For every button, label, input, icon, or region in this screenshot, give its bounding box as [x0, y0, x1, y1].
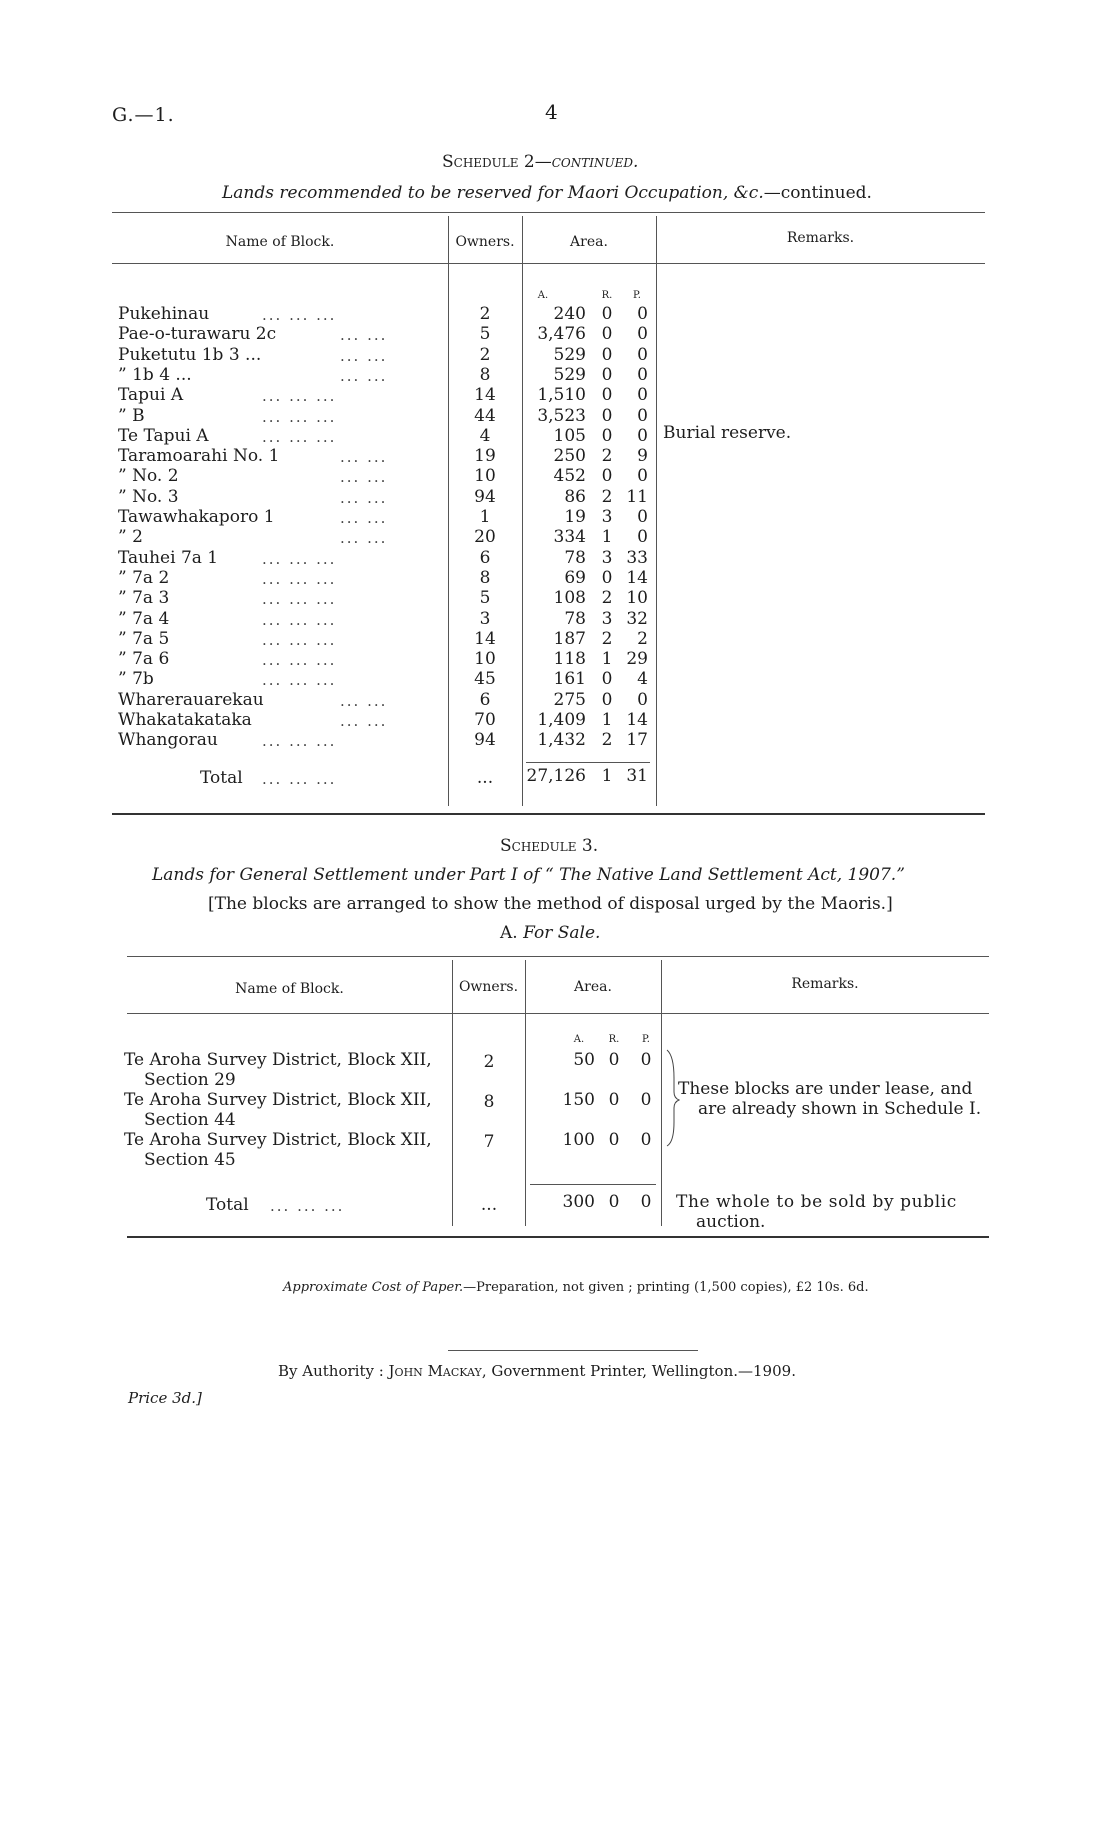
- area-roods: 0: [608, 1090, 620, 1110]
- area-perches: 0: [637, 507, 648, 527]
- owners-cell: 44: [474, 406, 496, 426]
- leader-dots: ... ... ...: [262, 671, 337, 689]
- leader-dots: ... ...: [340, 712, 388, 730]
- schedule2-title-caps: Schedule: [442, 152, 519, 172]
- area-perches: 0: [637, 385, 648, 405]
- authority-prefix: By Authority :: [278, 1362, 389, 1380]
- leader-dots: ... ... ...: [262, 590, 337, 608]
- schedule3-total-acres: 300: [562, 1192, 595, 1212]
- area-acres: 250: [553, 446, 586, 466]
- block-name: Wharerauarekau: [118, 690, 264, 710]
- area-perches: 2: [637, 629, 648, 649]
- area-acres: 187: [553, 629, 586, 649]
- leader-dots: ... ... ...: [262, 550, 337, 568]
- owners-cell: 6: [479, 690, 491, 710]
- block-name-line2: Section 44: [144, 1110, 236, 1130]
- area-acres: 275: [553, 690, 586, 710]
- schedule3-subtitle: Lands for General Settlement under Part I of “ The Native Land Settlement Act, 1907.”: [152, 865, 905, 885]
- schedule3-title-caps: Schedule: [500, 836, 577, 856]
- printer-authority: [278, 1362, 796, 1380]
- area-perches: 0: [637, 324, 648, 344]
- area-roods: 0: [601, 365, 613, 385]
- area-roods: 1: [601, 649, 613, 669]
- area-perches: 33: [626, 548, 648, 568]
- area-acres: 108: [553, 588, 586, 608]
- area-roods: 0: [601, 406, 613, 426]
- schedule2-title-rest: 2—: [518, 152, 552, 172]
- price: Price 3d.]: [128, 1389, 202, 1407]
- cost-note-italic: Approximate Cost of Paper.: [283, 1280, 464, 1295]
- block-name: Te Tapui A: [118, 426, 209, 446]
- area-perches: 0: [640, 1130, 652, 1150]
- block-name: ” No. 3: [118, 487, 179, 507]
- area-acres: 19: [564, 507, 586, 527]
- area-acres: 86: [564, 487, 586, 507]
- leader-dots: ... ... ...: [262, 611, 337, 629]
- schedule3-unit-roods: R.: [608, 1034, 620, 1045]
- schedule3-section: [500, 923, 600, 943]
- schedule2-total-acres: 27,126: [526, 766, 586, 786]
- schedule2-col-remarks: Remarks.: [786, 230, 855, 246]
- area-perches: 0: [640, 1090, 652, 1110]
- schedule2-subtitle-italic: Lands recommended to be reserved for Maori Occupation, &c.: [222, 183, 764, 203]
- block-name: ” 7a 6: [118, 649, 170, 669]
- area-perches: 11: [626, 487, 648, 507]
- owners-cell: 20: [474, 527, 496, 547]
- area-perches: 14: [626, 568, 648, 588]
- area-roods: 2: [601, 629, 613, 649]
- area-perches: 10: [626, 588, 648, 608]
- schedule2-title: [442, 152, 638, 172]
- leader-dots: ... ...: [340, 509, 388, 527]
- leader-dots: ... ... ...: [262, 306, 337, 324]
- area-acres: 3,476: [537, 324, 586, 344]
- schedule3-remark-line1: These blocks are under lease, and: [678, 1079, 973, 1099]
- block-name-line1: Te Aroha Survey District, Block XII,: [124, 1130, 432, 1150]
- leader-dots: ... ...: [340, 326, 388, 344]
- owners-cell: 45: [474, 669, 496, 689]
- area-perches: 0: [637, 690, 648, 710]
- area-roods: 3: [601, 507, 613, 527]
- area-perches: 0: [637, 466, 648, 486]
- schedule2-unit-roods: R.: [601, 290, 613, 301]
- schedule3-title: [500, 836, 598, 856]
- schedule3-note: [The blocks are arranged to show the method of disposal urged by the Maoris.]: [208, 894, 893, 914]
- area-acres: 240: [553, 304, 586, 324]
- block-name: Pukehinau: [118, 304, 210, 324]
- schedule3-unit-perches: P.: [642, 1034, 650, 1045]
- area-roods: 2: [601, 446, 613, 466]
- schedule2-title-italic: continued.: [551, 152, 639, 172]
- owners-cell: 94: [474, 487, 496, 507]
- schedule2-total-roods: 1: [601, 766, 613, 786]
- owners-cell: 5: [479, 324, 491, 344]
- schedule3-total-remark-line2: auction.: [696, 1212, 766, 1232]
- leader-dots: ... ... ...: [262, 570, 337, 588]
- schedule2-unit-perches: P.: [633, 290, 641, 301]
- area-acres: 529: [553, 345, 586, 365]
- schedule2-col-area: Area.: [570, 234, 608, 250]
- area-roods: 2: [601, 588, 613, 608]
- block-name-line2: Section 45: [144, 1150, 236, 1170]
- area-acres: 1,510: [537, 385, 586, 405]
- area-roods: 0: [608, 1130, 620, 1150]
- schedule3-remark-line2: are already shown in Schedule I.: [698, 1099, 982, 1119]
- block-name: ” 1b 4 ...: [118, 365, 192, 385]
- area-perches: 17: [626, 730, 648, 750]
- area-roods: 3: [601, 609, 613, 629]
- schedule3-unit-acres: A.: [573, 1034, 585, 1045]
- leader-dots: ... ...: [340, 529, 388, 547]
- owners-cell: 4: [479, 426, 491, 446]
- leader-dots: ... ...: [340, 367, 388, 385]
- block-name: Whakatakataka: [118, 710, 252, 730]
- area-roods: 2: [601, 487, 613, 507]
- block-name-line1: Te Aroha Survey District, Block XII,: [124, 1050, 432, 1070]
- owners-cell: 2: [479, 345, 491, 365]
- area-roods: 0: [608, 1050, 620, 1070]
- leader-dots: ... ...: [340, 692, 388, 710]
- area-perches: 32: [626, 609, 648, 629]
- authority-rest: , Government Printer, Wellington.—1909.: [481, 1362, 796, 1380]
- area-acres: 78: [564, 548, 586, 568]
- owners-cell: 14: [474, 629, 496, 649]
- area-acres: 3,523: [537, 406, 586, 426]
- schedule2-col-name: Name of Block.: [225, 234, 335, 250]
- area-perches: 0: [637, 426, 648, 446]
- area-roods: 0: [601, 324, 613, 344]
- area-perches: 29: [626, 649, 648, 669]
- area-perches: 14: [626, 710, 648, 730]
- area-roods: 0: [601, 426, 613, 446]
- area-roods: 3: [601, 548, 613, 568]
- area-acres: 150: [562, 1090, 595, 1110]
- schedule2-total-perches: 31: [626, 766, 648, 786]
- page-number: 4: [545, 100, 558, 124]
- owners-cell: 7: [483, 1132, 495, 1152]
- block-name: ” 7a 4: [118, 609, 170, 629]
- leader-dots: ... ... ...: [262, 428, 337, 446]
- schedule3-total-owners: ...: [480, 1195, 498, 1215]
- area-perches: 0: [637, 304, 648, 324]
- cost-note: [283, 1280, 869, 1295]
- block-name: ” 7b: [118, 669, 154, 689]
- area-perches: 0: [637, 406, 648, 426]
- block-name: Whangorau: [118, 730, 218, 750]
- leader-dots: ... ... ...: [262, 408, 337, 426]
- area-perches: 0: [637, 345, 648, 365]
- area-acres: 334: [553, 527, 586, 547]
- block-name: Pae-o-turawaru 2c: [118, 324, 277, 344]
- owners-cell: 10: [474, 466, 496, 486]
- owners-cell: 2: [483, 1052, 495, 1072]
- leader-dots: ... ... ...: [262, 732, 337, 750]
- schedule3-title-rest: 3.: [576, 836, 599, 856]
- area-acres: 161: [553, 669, 586, 689]
- owners-cell: 10: [474, 649, 496, 669]
- block-name: Tauhei 7a 1: [118, 548, 219, 568]
- owners-cell: 8: [479, 568, 491, 588]
- area-roods: 0: [601, 669, 613, 689]
- schedule3-total-roods: 0: [608, 1192, 620, 1212]
- block-name: Tapui A: [118, 385, 184, 405]
- schedule3-section-italic: For Sale.: [523, 923, 601, 943]
- leader-dots: ... ...: [340, 468, 388, 486]
- schedule3-col-area: Area.: [574, 979, 612, 995]
- leader-dots: ... ...: [340, 448, 388, 466]
- area-perches: 9: [637, 446, 648, 466]
- schedule3-total-dots: ... ... ...: [270, 1197, 345, 1215]
- leader-dots: ... ...: [340, 489, 388, 507]
- schedule3-total-perches: 0: [640, 1192, 652, 1212]
- owners-cell: 19: [474, 446, 496, 466]
- schedule3-col-remarks: Remarks.: [791, 976, 859, 992]
- area-acres: 118: [553, 649, 586, 669]
- schedule2-subtitle: [222, 183, 872, 203]
- authority-printer-name: John Mackay: [388, 1362, 482, 1380]
- area-perches: 0: [637, 365, 648, 385]
- owners-cell: 2: [479, 304, 491, 324]
- area-acres: 1,432: [537, 730, 586, 750]
- schedule3-section-letter: A.: [500, 923, 518, 943]
- owners-cell: 14: [474, 385, 496, 405]
- leader-dots: ... ... ...: [262, 387, 337, 405]
- area-roods: 0: [601, 690, 613, 710]
- schedule2-unit-acres: A.: [537, 290, 549, 301]
- leader-dots: ... ... ...: [262, 631, 337, 649]
- area-perches: 0: [640, 1050, 652, 1070]
- cost-note-rest: —Preparation, not given ; printing (1,500 copies), £2 10s. 6d.: [463, 1280, 869, 1295]
- schedule3-total-label: Total: [206, 1195, 249, 1215]
- schedule2-col-owners: Owners.: [455, 234, 515, 250]
- leader-dots: ... ...: [340, 347, 388, 365]
- area-roods: 2: [601, 730, 613, 750]
- block-name: ” B: [118, 406, 145, 426]
- area-perches: 0: [637, 527, 648, 547]
- leader-dots: ... ... ...: [262, 651, 337, 669]
- schedule2-total-owners: ...: [476, 768, 494, 788]
- block-name: Taramoarahi No. 1: [118, 446, 280, 466]
- area-roods: 0: [601, 568, 613, 588]
- schedule2-total-dots: ... ... ...: [262, 770, 337, 788]
- block-name: ” 2: [118, 527, 143, 547]
- area-roods: 0: [601, 466, 613, 486]
- area-acres: 1,409: [537, 710, 586, 730]
- schedule2-total-label: Total: [200, 768, 243, 788]
- area-roods: 0: [601, 385, 613, 405]
- block-name-line2: Section 29: [144, 1070, 236, 1090]
- schedule2-subtitle-rest: —continued.: [763, 183, 872, 203]
- area-roods: 1: [601, 527, 613, 547]
- owners-cell: 1: [479, 507, 491, 527]
- owners-cell: 5: [479, 588, 491, 608]
- owners-cell: 6: [479, 548, 491, 568]
- owners-cell: 8: [483, 1092, 495, 1112]
- block-name: ” 7a 3: [118, 588, 170, 608]
- owners-cell: 70: [474, 710, 496, 730]
- area-acres: 50: [573, 1050, 595, 1070]
- block-name: ” No. 2: [118, 466, 179, 486]
- owners-cell: 3: [479, 609, 491, 629]
- owners-cell: 8: [479, 365, 491, 385]
- block-name: ” 7a 5: [118, 629, 170, 649]
- page-code: G.—1.: [112, 104, 175, 126]
- area-acres: 529: [553, 365, 586, 385]
- area-acres: 78: [564, 609, 586, 629]
- area-roods: 0: [601, 345, 613, 365]
- area-roods: 1: [601, 710, 613, 730]
- area-acres: 100: [562, 1130, 595, 1150]
- area-roods: 0: [601, 304, 613, 324]
- block-name-line1: Te Aroha Survey District, Block XII,: [124, 1090, 432, 1110]
- schedule3-col-name: Name of Block.: [235, 981, 344, 997]
- schedule3-col-owners: Owners.: [458, 979, 519, 995]
- block-name: Puketutu 1b 3 ...: [118, 345, 262, 365]
- owners-cell: 94: [474, 730, 496, 750]
- block-name: Tawawhakaporo 1: [118, 507, 275, 527]
- area-acres: 105: [553, 426, 586, 446]
- area-acres: 452: [553, 466, 586, 486]
- block-name: ” 7a 2: [118, 568, 170, 588]
- area-acres: 69: [564, 568, 586, 588]
- schedule2-remark: Burial reserve.: [663, 423, 792, 443]
- schedule3-total-remark-line1: The whole to be sold by public: [676, 1192, 957, 1212]
- area-perches: 4: [637, 669, 648, 689]
